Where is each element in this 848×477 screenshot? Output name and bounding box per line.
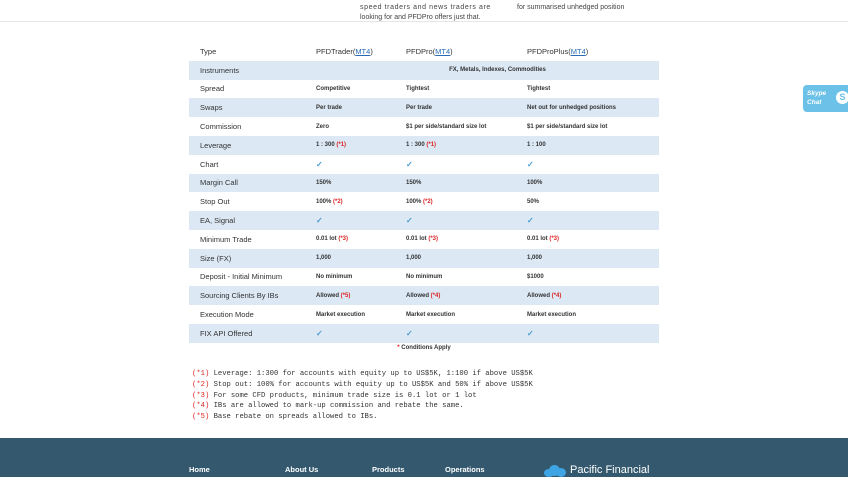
table-row <box>189 211 659 230</box>
footnote-line <box>192 412 533 423</box>
skype-label <box>807 89 826 107</box>
value-text: Allowed <box>316 292 341 299</box>
intro-text-line-2: looking for and PFDPro offers just that. <box>360 14 481 21</box>
footer-brand-logo[interactable] <box>544 463 649 477</box>
footnote-ref: (*4) <box>551 292 562 299</box>
value-text: Allowed <box>527 292 552 299</box>
row-value <box>406 329 527 338</box>
value-text: Tightest <box>527 85 551 92</box>
skype-label-line-2: Chat <box>807 99 822 106</box>
footnote-line <box>192 380 533 391</box>
row-value <box>527 216 659 225</box>
footnotes <box>192 369 533 423</box>
row-label: Margin Call <box>200 178 238 188</box>
value-text: Zero <box>316 123 330 130</box>
skype-label-line-1: Skype <box>807 90 827 97</box>
row-value <box>316 105 406 111</box>
table-row-instruments <box>189 61 659 80</box>
row-value <box>406 86 527 92</box>
value-text: Allowed <box>406 292 431 299</box>
row-value <box>527 124 659 130</box>
value-text: Market execution <box>527 311 577 318</box>
value-text: 100% <box>406 198 424 205</box>
value-text: Tightest <box>406 85 430 92</box>
header-type-label: Type <box>200 46 217 56</box>
row-value <box>406 312 527 318</box>
row-value <box>406 199 527 205</box>
row-value <box>406 124 527 130</box>
value-text: Competitive <box>316 85 351 92</box>
footnote-ref: (*1) <box>426 142 437 149</box>
row-value <box>406 216 527 225</box>
row-value <box>316 236 406 242</box>
row-label: Commission <box>200 122 242 132</box>
value-text: 1,000 <box>316 255 332 262</box>
mt4-link[interactable]: MT4 <box>570 46 586 56</box>
instruments-value: FX, Metals, Indexes, Commodities <box>449 67 546 74</box>
value-text: 1,000 <box>406 255 422 262</box>
row-value <box>316 142 406 148</box>
check-icon: ✓ <box>527 328 534 338</box>
mt4-link[interactable]: MT4 <box>355 46 371 56</box>
value-text: 1,000 <box>527 255 543 262</box>
value-text: 150% <box>406 179 422 186</box>
row-value <box>316 329 406 338</box>
paren-open: ( <box>432 46 436 56</box>
row-value <box>316 199 406 205</box>
header-col-pfdproplus <box>527 47 659 56</box>
header-col-pfdtrader <box>316 47 406 56</box>
col-name: PFDProPlus <box>527 46 569 56</box>
value-text: $1 per side/standard size lot <box>406 123 487 130</box>
row-value <box>527 312 659 318</box>
value-text: Per trade <box>316 104 343 111</box>
header-col-pfdpro <box>406 47 527 56</box>
check-icon: ✓ <box>316 216 323 226</box>
check-icon: ✓ <box>406 328 413 338</box>
footer-nav-home[interactable]: Home <box>189 465 210 474</box>
value-text: 100% <box>316 198 334 205</box>
table-row <box>189 155 659 174</box>
row-label: Deposit - Initial Minimum <box>200 272 283 282</box>
mt4-link[interactable]: MT4 <box>435 46 451 56</box>
row-value <box>316 86 406 92</box>
table-row <box>189 249 659 268</box>
table-row <box>189 192 659 211</box>
top-intro-strip <box>0 0 848 22</box>
footnote-marker: (*3) <box>192 391 210 400</box>
footnote-ref: (*3) <box>338 236 349 243</box>
footnote-marker: (*1) <box>192 370 210 378</box>
row-value <box>316 312 406 318</box>
value-text: 0.01 lot <box>527 236 550 243</box>
value-text: Net out for unhedged positions <box>527 104 616 111</box>
footnote-ref: (*4) <box>430 292 441 299</box>
cloud-logo-icon <box>544 464 566 476</box>
table-row <box>189 305 659 324</box>
skype-icon: S <box>836 91 848 104</box>
conditions-text: Conditions Apply <box>401 345 451 351</box>
table-row <box>189 230 659 249</box>
footnote-ref: (*2) <box>333 198 343 205</box>
row-value <box>406 160 527 169</box>
row-value <box>527 160 659 169</box>
row-value <box>527 105 659 111</box>
row-value <box>316 274 406 280</box>
footnote-marker: (*5) <box>192 413 210 422</box>
table-body <box>189 80 659 343</box>
footnote-ref: (*2) <box>423 198 433 205</box>
value-text: Per trade <box>406 104 433 111</box>
row-value <box>527 236 659 242</box>
table-row <box>189 136 659 155</box>
row-value <box>527 293 659 299</box>
row-value <box>316 124 406 130</box>
footnote-text: IBs are allowed to mark-up commission and rebate the same. <box>209 402 464 411</box>
row-value <box>406 142 527 148</box>
row-value <box>406 105 527 111</box>
footer-nav-operations[interactable]: Operations <box>445 465 485 474</box>
row-label: Size (FX) <box>200 253 232 263</box>
footnote-line <box>192 401 533 412</box>
row-label: Spread <box>200 84 225 94</box>
table-row <box>189 286 659 305</box>
row-value <box>406 293 527 299</box>
row-value <box>527 199 659 205</box>
row-value <box>527 329 659 338</box>
row-value <box>316 216 406 225</box>
brand-name: Pacific Financial <box>570 464 650 476</box>
value-text: 1 : 300 <box>406 142 427 149</box>
check-icon: ✓ <box>406 216 413 226</box>
value-text: 1 : 300 <box>316 142 337 149</box>
row-label: Sourcing Clients By IBs <box>200 291 279 301</box>
row-value <box>527 255 659 261</box>
row-label: Minimum Trade <box>200 234 252 244</box>
footnote-ref: (*3) <box>549 236 560 243</box>
footnote-marker: (*4) <box>192 402 210 411</box>
footnote-ref: (*1) <box>336 142 347 149</box>
table-row <box>189 80 659 99</box>
row-value <box>316 160 406 169</box>
check-icon: ✓ <box>406 159 413 169</box>
value-text: 0.01 lot <box>406 236 429 243</box>
footnote-line <box>192 369 533 380</box>
col-name: PFDPro <box>406 46 433 56</box>
row-value <box>406 274 527 280</box>
value-text: $1000 <box>527 273 544 280</box>
value-text: Market execution <box>316 311 366 318</box>
paren-open: ( <box>568 46 571 56</box>
footnote-text: Stop out: 100% for accounts with equity up to US$5K and 50% if above US$5K <box>209 380 533 389</box>
table-header-row <box>189 42 659 61</box>
footer-nav-about-us[interactable]: About Us <box>285 465 319 474</box>
footnote-line <box>192 391 533 402</box>
value-text: Market execution <box>406 311 456 318</box>
footnote-text: Base rebate on spreads allowed to IBs. <box>209 413 378 422</box>
paren-close: ) <box>370 46 373 56</box>
row-value <box>406 180 527 186</box>
value-text: 50% <box>527 198 540 205</box>
table-row <box>189 324 659 343</box>
row-label: EA, Signal <box>200 216 236 226</box>
value-text: No minimum <box>316 273 353 280</box>
paren-close: ) <box>585 46 589 56</box>
row-value <box>316 293 406 299</box>
footnote-ref: (*3) <box>428 236 439 243</box>
row-label: Instruments <box>200 65 240 75</box>
table-row <box>189 268 659 287</box>
row-value <box>527 142 659 148</box>
row-label: Chart <box>200 159 219 169</box>
row-label: Leverage <box>200 140 232 150</box>
site-footer <box>0 438 848 477</box>
row-value <box>316 255 406 261</box>
check-icon: ✓ <box>527 159 534 169</box>
row-value <box>527 274 659 280</box>
row-value <box>316 180 406 186</box>
table-row <box>189 98 659 117</box>
row-label: Swaps <box>200 103 223 113</box>
account-comparison-table <box>189 42 659 343</box>
paren-close: ) <box>450 46 453 56</box>
row-label: FIX API Offered <box>200 328 253 338</box>
col-name: PFDTrader <box>316 46 353 56</box>
check-icon: ✓ <box>316 328 323 338</box>
conditions-apply-note <box>189 345 659 351</box>
footer-nav-products[interactable]: Products <box>372 465 405 474</box>
table-row <box>189 174 659 193</box>
table-row <box>189 117 659 136</box>
check-icon: ✓ <box>316 159 323 169</box>
value-text: No minimum <box>406 273 443 280</box>
footnote-text: For some CFD products, minimum trade size is 0.1 lot or 1 lot <box>209 391 477 400</box>
value-text: 100% <box>527 179 543 186</box>
value-text: 150% <box>316 179 332 186</box>
footnote-ref: (*5) <box>340 292 351 299</box>
intro-text-line-1: speed traders and news traders are <box>360 4 491 11</box>
value-text: 1 : 100 <box>527 142 546 149</box>
intro-text-right: for summarised unhedged position <box>517 4 625 11</box>
value-text: 0.01 lot <box>316 236 339 243</box>
row-value <box>406 236 527 242</box>
asterisk-mark: * <box>397 345 402 351</box>
row-value <box>527 86 659 92</box>
footnote-text: Leverage: 1:300 for accounts with equity up to US$5K, 1:100 if above US$5K <box>209 370 533 378</box>
row-label: Execution Mode <box>200 310 254 320</box>
footnote-marker: (*2) <box>192 380 210 389</box>
paren-open: ( <box>352 46 356 56</box>
row-value <box>406 255 527 261</box>
row-label: Stop Out <box>200 197 230 207</box>
skype-chat-button[interactable] <box>803 85 848 112</box>
check-icon: ✓ <box>527 216 534 226</box>
value-text: $1 per side/standard size lot <box>527 123 608 130</box>
row-value <box>527 180 659 186</box>
